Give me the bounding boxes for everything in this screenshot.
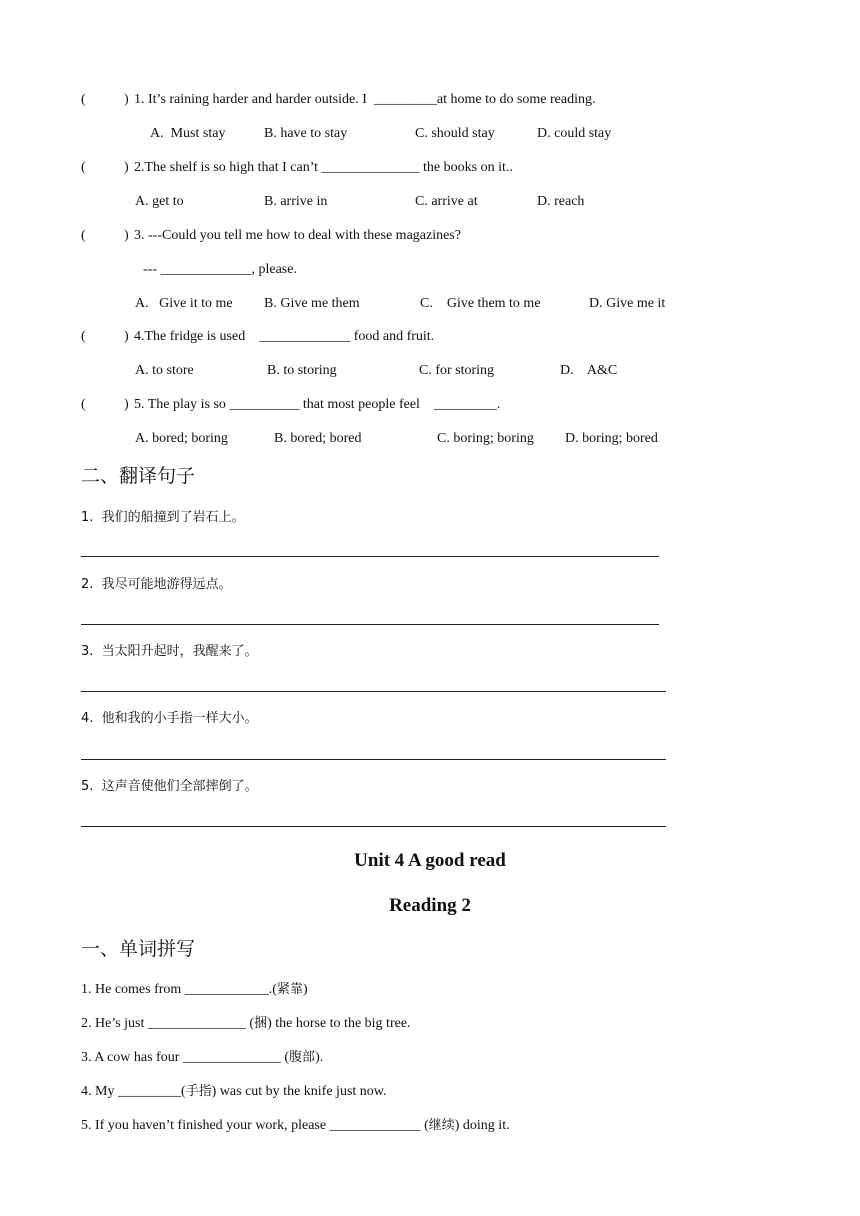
translate-prompt: 2. 我尽可能地游得远点。: [81, 577, 232, 592]
question-paren-close: ): [124, 228, 129, 243]
spelling-item-4: [81, 1083, 386, 1101]
option-d: D. boring; bored: [565, 431, 658, 446]
spelling-text: 4. My _________(: [81, 1084, 186, 1099]
option-c: C. arrive at: [415, 194, 478, 209]
translate-prompt: 5. 这声音使他们全部摔倒了。: [81, 779, 258, 794]
question-paren-close: ): [124, 160, 129, 175]
spelling-text-end: ): [302, 982, 308, 997]
spelling-hint: 腹部: [289, 1050, 316, 1065]
spelling-hint: 捆: [254, 1016, 268, 1031]
spelling-text: 3. A cow has four ______________ (: [81, 1050, 290, 1065]
spelling-text-end: ) doing it.: [454, 1118, 510, 1133]
option-b: B. arrive in: [264, 194, 328, 209]
spelling-text-end: ) was cut by the knife just now.: [211, 1084, 387, 1099]
unit-subtitle: Reading 2: [389, 895, 471, 916]
option-d: D. could stay: [537, 126, 612, 141]
option-a: A. to store: [135, 363, 194, 378]
section-heading-spelling: 一、单词拼写: [81, 938, 196, 960]
question-paren-open: (: [81, 329, 86, 344]
question-reply: --- _____________, please.: [143, 262, 297, 277]
section-heading-translate: 二、翻译句子: [81, 465, 196, 487]
answer-line: [81, 759, 666, 760]
spelling-text: 5. If you haven’t finished your work, please _____________ (: [81, 1118, 429, 1133]
unit-title: Unit 4 A good read: [354, 850, 506, 871]
translate-prompt: 1. 我们的船撞到了岩石上。: [81, 510, 245, 525]
option-d: D. A&C: [560, 363, 618, 378]
option-b: B. have to stay: [264, 126, 348, 141]
question-stem: 1. It’s raining harder and harder outside. I _________at home to do some reading.: [134, 92, 596, 107]
question-paren-open: (: [81, 160, 86, 175]
option-a: A. bored; boring: [135, 431, 228, 446]
option-a: A. Give it to me: [135, 296, 233, 311]
option-a: A. Must stay: [150, 126, 226, 141]
spelling-item-3: [81, 1049, 323, 1067]
option-b: B. to storing: [267, 363, 337, 378]
question-paren-close: ): [124, 397, 129, 412]
option-c: C. should stay: [415, 126, 495, 141]
spelling-item-5: [81, 1117, 510, 1135]
spelling-text: 1. He comes from ____________.(: [81, 982, 277, 997]
option-d: D. reach: [537, 194, 585, 209]
spelling-hint: 手指: [185, 1084, 212, 1099]
option-c: C. Give them to me: [420, 296, 541, 311]
answer-line: [81, 826, 666, 827]
translate-prompt: 3. 当太阳升起时，我醒来了。: [81, 644, 258, 659]
question-paren-open: (: [81, 228, 86, 243]
question-paren-open: (: [81, 92, 86, 107]
answer-line: [81, 556, 659, 557]
translate-prompt: 4. 他和我的小手指一样大小。: [81, 711, 258, 726]
question-stem: 4.The fridge is used _____________ food and fruit.: [134, 329, 435, 344]
option-a: A. get to: [135, 194, 184, 209]
spelling-text-end: ).: [315, 1050, 324, 1065]
question-stem: 3. ---Could you tell me how to deal with these magazines?: [134, 228, 461, 243]
spelling-item-2: [81, 1015, 411, 1033]
answer-line: [81, 624, 659, 625]
question-paren-close: ): [124, 92, 129, 107]
option-d: D. Give me it: [589, 296, 666, 311]
question-stem: 5. The play is so __________ that most people feel _________.: [134, 397, 501, 412]
question-paren-open: (: [81, 397, 86, 412]
answer-line: [81, 691, 666, 692]
question-paren-close: ): [124, 329, 129, 344]
spelling-item-1: [81, 981, 308, 999]
question-stem: 2.The shelf is so high that I can’t ______________ the books on it..: [134, 160, 513, 175]
option-c: C. boring; boring: [437, 431, 534, 446]
option-c: C. for storing: [419, 363, 495, 378]
spelling-text-end: ) the horse to the big tree.: [267, 1016, 411, 1031]
option-b: B. bored; bored: [274, 431, 362, 446]
option-b: B. Give me them: [264, 296, 360, 311]
spelling-text: 2. He’s just ______________ (: [81, 1016, 255, 1031]
spelling-hint: 紧靠: [276, 982, 303, 997]
spelling-hint: 继续: [428, 1118, 455, 1133]
